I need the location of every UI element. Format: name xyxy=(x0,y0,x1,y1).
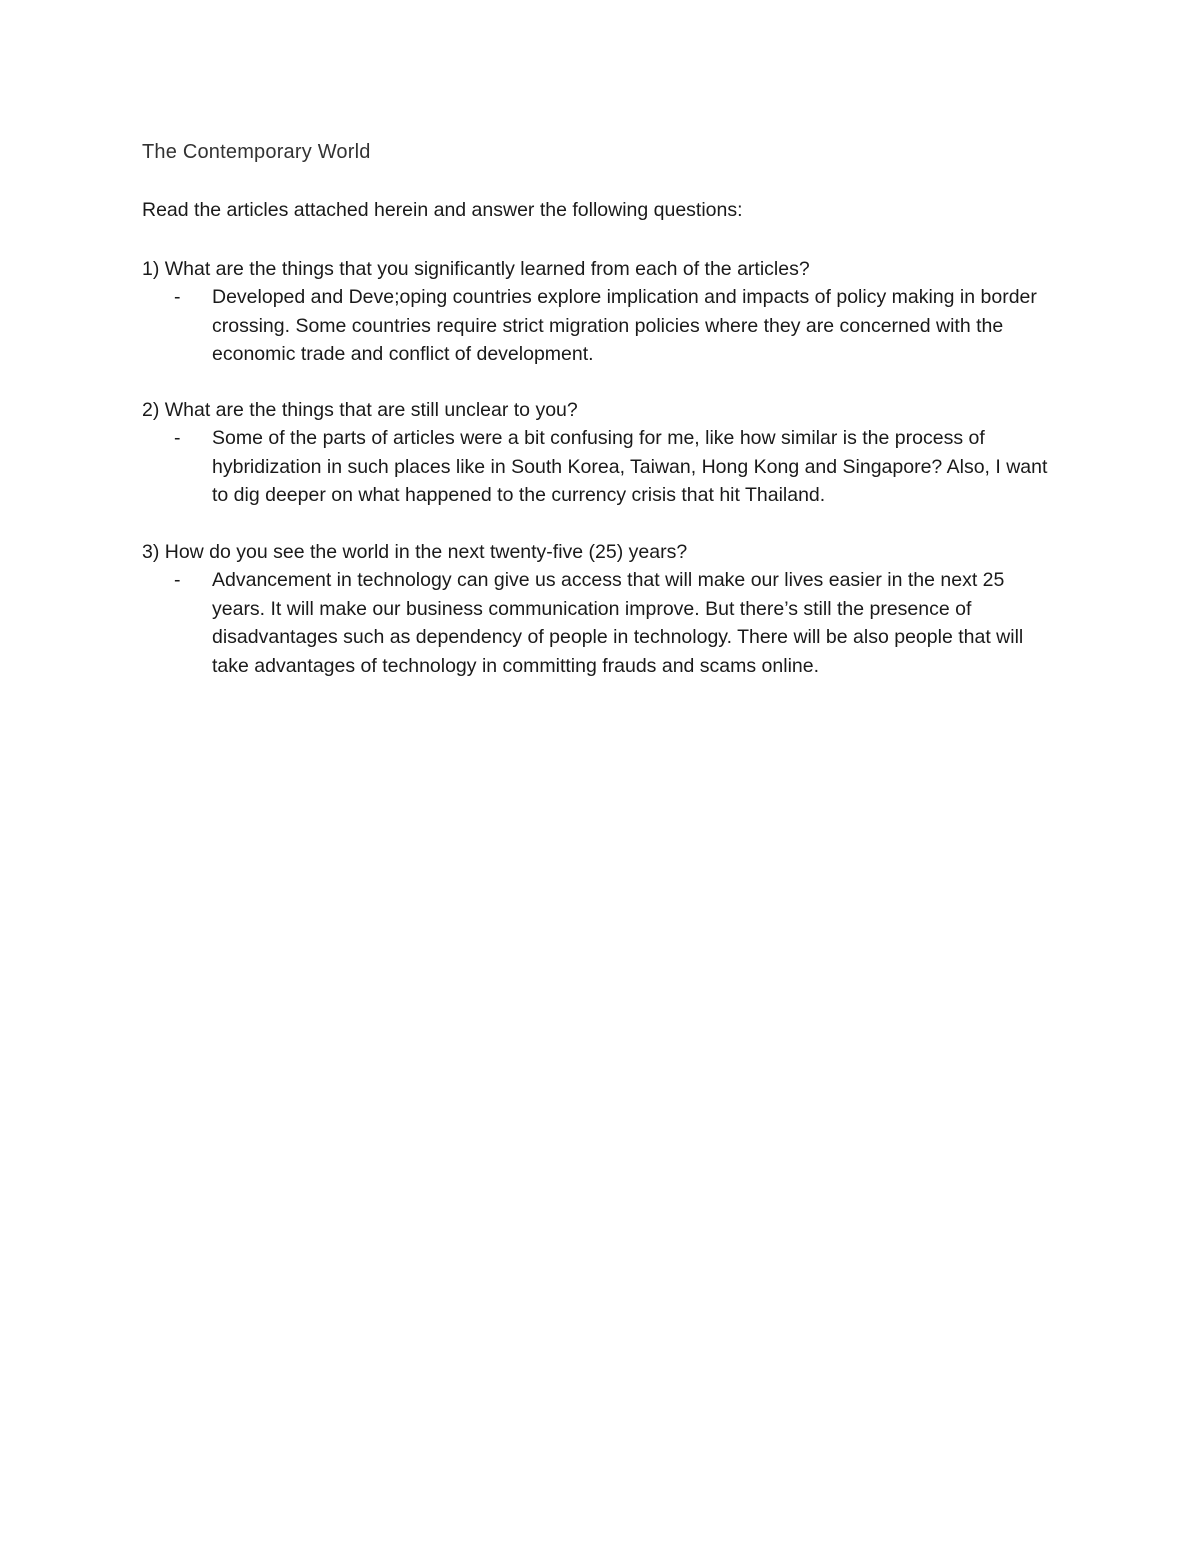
answer-1 xyxy=(142,283,1062,369)
answer-2 xyxy=(142,424,1062,510)
question-1: 1) What are the things that you significantly learned from each of the articles? xyxy=(142,258,810,280)
question-block-3 xyxy=(142,538,1062,680)
question-block-2 xyxy=(142,396,1062,510)
answer-2-text: Some of the parts of articles were a bit confusing for me, like how similar is the process of hybridization in such places like in South Korea, Taiwan, Hong Kong and Singapore? Also, I want to dig deeper on what happened to the currency crisis that hit Thailand. xyxy=(212,427,1048,506)
answer-3-text: Advancement in technology can give us access that will make our lives easier in the next 25 years. It will make our business communication improve. But there’s still the presence of disadvantages such as dependency of people in technology. There will be also people that will take advantages of technology in committing frauds and scams online. xyxy=(212,569,1024,677)
question-2: 2) What are the things that are still unclear to you? xyxy=(142,399,578,421)
bullet-dash: - xyxy=(174,427,181,449)
question-3: 3) How do you see the world in the next twenty-five (25) years? xyxy=(142,541,688,563)
bullet-dash: - xyxy=(174,569,181,591)
answer-3 xyxy=(142,566,1062,680)
instructions-text: Read the articles attached herein and answer the following questions: xyxy=(142,199,743,221)
question-block-1 xyxy=(142,255,1062,369)
answer-1-text: Developed and Deve;oping countries explore implication and impacts of policy making in border crossing. Some countries require strict migration policies where they are concerned with the economic trade and conflict of development. xyxy=(212,286,1037,365)
document-title: The Contemporary World xyxy=(142,141,371,163)
bullet-dash: - xyxy=(174,286,181,308)
